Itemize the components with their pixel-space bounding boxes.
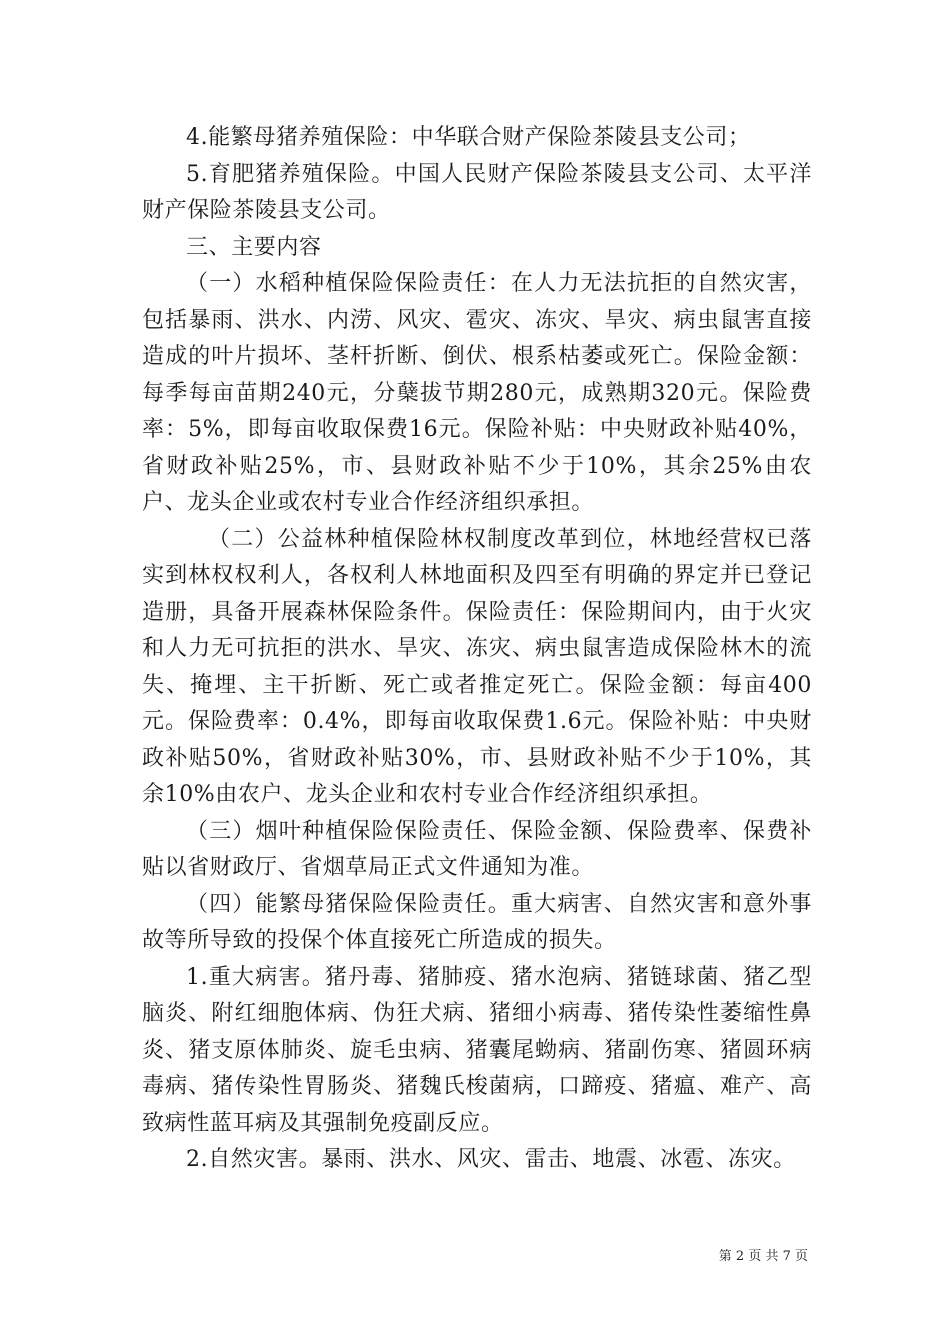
- paragraph-item-5: 5.育肥猪养殖保险。中国人民财产保险茶陵县支公司、太平洋财产保险茶陵县支公司。: [142, 161, 812, 223]
- section-heading-main-content: 三、主要内容: [186, 234, 322, 260]
- paragraph-sow-insurance: （四）能繁母猪保险保险责任。重大病害、自然灾害和意外事故等所导致的投保个体直接死亡所造成的损失。: [142, 891, 812, 953]
- document-body: [142, 120, 812, 1179]
- paragraph-major-diseases: 1.重大病害。猪丹毒、猪肺疫、猪水泡病、猪链球菌、猪乙型脑炎、附红细胞体病、伪狂犬病、猪细小病毒、猪传染性萎缩性鼻炎、猪支原体肺炎、旋毛虫病、猪囊尾蚴病、猪副伤寒、猪圆环病毒病、猪传染性胃肠炎、猪魏氏梭菌病，口蹄疫、猪瘟、难产、高致病性蓝耳病及其强制免疫副反应。: [142, 964, 812, 1136]
- paragraph-rice-insurance: （一）水稻种植保险保险责任：在人力无法抗拒的自然灾害，包括暴雨、洪水、内涝、风灾、雹灾、冻灾、旱灾、病虫鼠害直接造成的叶片损坏、茎杆折断、倒伏、根系枯萎或死亡。保险金额：每季每亩苗期240元，分蘖拔节期280元，成熟期320元。保险费率：5%，即每亩收取保费16元。保险补贴：中央财政补贴40%，省财政补贴25%，市、县财政补贴不少于10%，其余25%由农户、龙头企业或农村专业合作经济组织承担。: [142, 271, 812, 515]
- paragraph-forest-insurance: （二）公益林种植保险林权制度改革到位，林地经营权已落实到林权权利人，各权利人林地面积及四至有明确的界定并已登记造册，具备开展森林保险条件。保险责任：保险期间内，由于火灾和人力无可抗拒的洪水、旱灾、冻灾、病虫鼠害造成保险林木的流失、掩埋、主干折断、死亡或者推定死亡。保险金额：每亩400元。保险费率：0.4%，即每亩收取保费1.6元。保险补贴：中央财政补贴50%，省财政补贴30%，市、县财政补贴不少于10%，其余10%由农户、龙头企业和农村专业合作经济组织承担。: [142, 526, 812, 807]
- page-number: 第 2 页 共 7 页: [718, 1249, 808, 1264]
- paragraph-tobacco-insurance: （三）烟叶种植保险保险责任、保险金额、保险费率、保费补贴以省财政厅、省烟草局正式文件通知为准。: [142, 818, 812, 880]
- paragraph-item-4: 4.能繁母猪养殖保险：中华联合财产保险茶陵县支公司；: [186, 125, 751, 150]
- paragraph-natural-disasters: 2.自然灾害。暴雨、洪水、风灾、雷击、地震、冰雹、冻灾。: [186, 1147, 796, 1172]
